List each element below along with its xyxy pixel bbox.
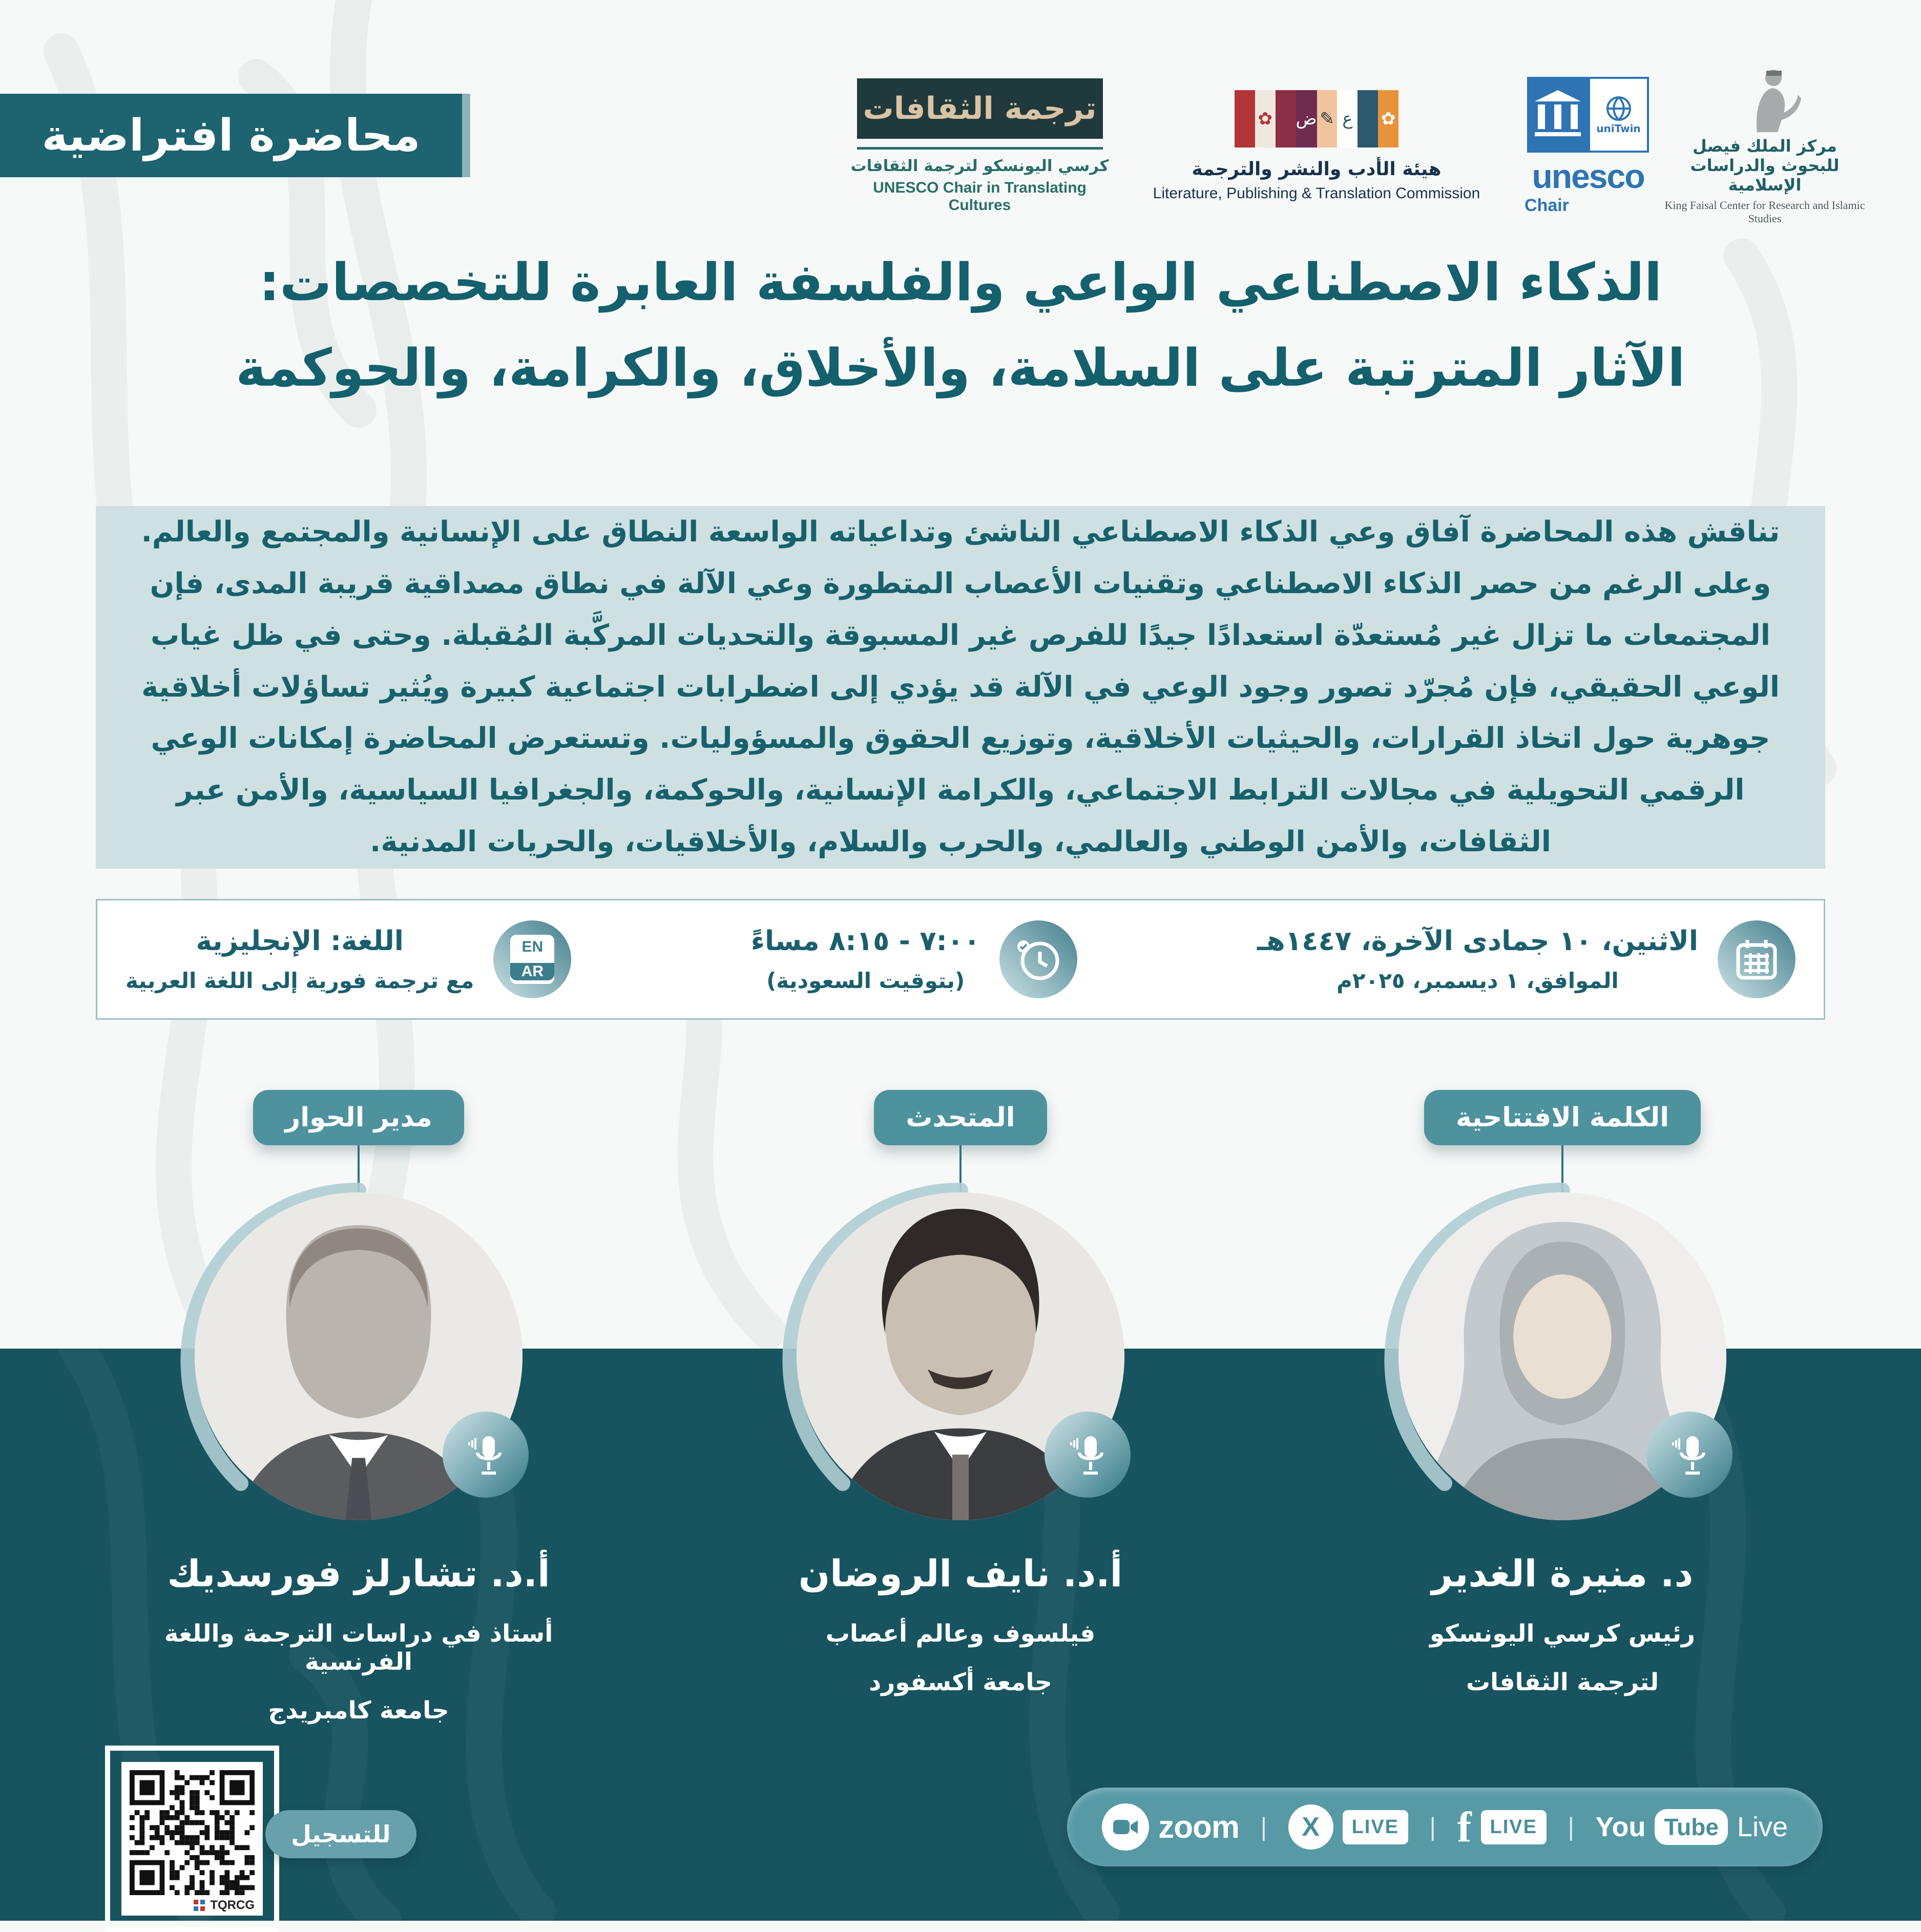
facebook-live-label: LIVE xyxy=(1481,1810,1547,1844)
youtube-live-platform[interactable] xyxy=(1595,1809,1788,1845)
title-line-1: الذكاء الاصطناعي الواعي والفلسفة العابرة للتخصصات: xyxy=(259,252,1662,312)
speaker-title: فيلسوف وعالم أعصاب xyxy=(825,1620,1096,1648)
icon-ar-label: AR xyxy=(510,963,554,980)
speaker-card-moderator xyxy=(113,1090,604,1725)
time-item xyxy=(751,920,1078,998)
language-label: اللغة: الإنجليزية xyxy=(196,926,404,957)
unesco-chair-logo xyxy=(1521,77,1655,216)
kfcris-arabic-label: مركز الملك فيصل للبحوث والدراسات الإسلامية xyxy=(1690,136,1840,195)
lpt-arabic-label: هيئة الأدب والنشر والترجمة xyxy=(1192,158,1442,180)
youtube-live-label: Live xyxy=(1737,1812,1788,1842)
time-range: ٧:٠٠ - ٨:١٥ مساءً xyxy=(750,926,980,957)
qr-caption: TQRCG xyxy=(210,1898,255,1912)
microphone-icon xyxy=(443,1412,529,1498)
lpt-english-label: Literature, Publishing & Translation Commission xyxy=(1153,184,1480,202)
x-live-platform[interactable] xyxy=(1288,1804,1408,1850)
register-button[interactable]: للتسجيل xyxy=(265,1810,416,1858)
chair-arabic-label: كرسي اليونسكو لترجمة الثقافات xyxy=(850,156,1109,175)
registration-qr-code[interactable] xyxy=(121,1762,263,1916)
speaker-card-main xyxy=(715,1090,1206,1725)
literature-publishing-translation-logo xyxy=(1119,90,1514,202)
king-faisal-center-logo xyxy=(1662,67,1867,225)
qr-frame xyxy=(105,1746,279,1932)
divider xyxy=(857,147,1103,150)
zoom-camera-icon xyxy=(1102,1803,1149,1851)
zoom-platform[interactable] xyxy=(1102,1803,1239,1851)
partner-logos xyxy=(848,72,1867,225)
separator: | xyxy=(1567,1813,1575,1841)
page-title xyxy=(92,240,1829,410)
speaker-title: أستاذ في دراسات الترجمة واللغة الفرنسية xyxy=(164,1620,553,1676)
virtual-lecture-badge xyxy=(0,94,470,177)
unesco-temple-icon xyxy=(1527,77,1588,153)
clock-icon xyxy=(999,920,1077,998)
unesco-wordmark: unesco xyxy=(1532,157,1644,195)
separator: | xyxy=(1429,1813,1437,1841)
speaker-organization: جامعة أكسفورد xyxy=(869,1668,1052,1696)
youtube-you-label: You xyxy=(1595,1812,1646,1842)
microphone-icon xyxy=(1045,1412,1131,1498)
badge-label: محاضرة افتراضية xyxy=(41,110,421,161)
role-pill-speaker: المتحدث xyxy=(874,1090,1047,1145)
calendar-icon xyxy=(1718,920,1795,998)
youtube-tube-icon: Tube xyxy=(1655,1809,1727,1845)
unitwin-label: uniTwin xyxy=(1596,122,1641,135)
language-item xyxy=(126,920,571,998)
date-item xyxy=(1257,920,1795,998)
streaming-platforms-bar xyxy=(1067,1788,1823,1866)
x-icon: X xyxy=(1288,1804,1333,1850)
unesco-chair-label: Chair xyxy=(1525,195,1569,215)
chair-english-label: UNESCO Chair in Translating Cultures xyxy=(873,179,1087,214)
speaker-name: د. منيرة الغدير xyxy=(1431,1552,1694,1595)
speakers-section xyxy=(0,1090,1921,1725)
timezone-note: (بتوقيت السعودية) xyxy=(766,968,965,993)
role-pill-moderator: مدير الحوار xyxy=(253,1090,464,1145)
icon-en-label: EN xyxy=(521,938,544,955)
speaker-title: رئيس كرسي اليونسكو xyxy=(1429,1620,1696,1648)
facebook-live-platform[interactable] xyxy=(1457,1802,1547,1852)
separator: | xyxy=(1260,1813,1268,1841)
unitwin-globe-icon xyxy=(1588,77,1649,153)
microphone-icon xyxy=(1646,1412,1732,1498)
unesco-chair-translating-cultures-logo xyxy=(848,78,1112,214)
qr-vendor-icon xyxy=(194,1900,205,1911)
lpt-stripes-icon: ✿ ض ✎ ع ✿ xyxy=(1235,90,1398,148)
speaker-organization: جامعة كامبريدج xyxy=(268,1696,449,1725)
gregorian-date: الموافق، ١ ديسمبر، ٢٠٢٥م xyxy=(1337,968,1619,993)
lecture-description: تناقش هذه المحاضرة آفاق وعي الذكاء الاصطناعي الناشئ وتداعياته الواسعة النطاق على الإنسانية والمجتمع والعالم. وعلى الرغم من حصر الذكاء الاصطناعي وتقنيات الأعصاب المتطورة وعي الآلة في نطاق مصداقية قريبة المدى، فإن المجتمعات ما تزال غير مُستعدّة استعدادًا جيدًا للفرص غير المسبوقة والتحديات المركَّبة المُقبلة. وحتى في ظل غياب الوعي الحقيقي، فإن مُجرّد تصور وجود الوعي في الآلة قد يؤدي إلى اضطرابات اجتماعية كبيرة ويُثير تساؤلات أخلاقية جوهرية حول اتخاذ القرارات، والحيثيات الأخلاقية، وتوزيع الحقوق والمسؤوليات. وتستعرض المحاضرة إمكانات الوعي الرقمي التحويلية في مجالات الترابط الاجتماعي، والكرامة الإنسانية، والحوكمة، والجغرافيا السياسية، والأمن عبر الثقافات، والأمن الوطني والعالمي، والحرب والسلام، والأخلاقيات، والحريات المدنية. xyxy=(141,515,1780,858)
interpretation-note: مع ترجمة فورية إلى اللغة العربية xyxy=(126,968,474,993)
x-live-label: LIVE xyxy=(1343,1810,1408,1844)
lecture-description-panel xyxy=(96,506,1825,869)
role-pill-opening: الكلمة الافتتاحية xyxy=(1424,1090,1701,1145)
zoom-label: zoom xyxy=(1158,1809,1240,1845)
facebook-icon: f xyxy=(1457,1803,1472,1851)
speaker-organization: لترجمة الثقافات xyxy=(1466,1668,1659,1696)
hijri-date: الاثنين، ١٠ جمادى الآخرة، ١٤٤٧هـ xyxy=(1257,926,1698,957)
speaker-card-opening xyxy=(1317,1090,1808,1725)
kfcris-english-label: King Faisal Center for Research and Islamic Studies xyxy=(1664,199,1865,225)
speaker-name: أ.د. نايف الروضان xyxy=(798,1552,1123,1595)
translating-cultures-wordmark: ترجمة الثقافات xyxy=(857,78,1103,139)
praying-figure-icon xyxy=(1726,67,1803,133)
speaker-name: أ.د. تشارلز فورسديك xyxy=(167,1552,550,1595)
translation-en-ar-icon xyxy=(493,920,571,998)
title-line-2: الآثار المترتبة على السلامة، والأخلاق، والكرامة، والحوكمة xyxy=(236,337,1685,398)
event-info-bar xyxy=(96,899,1825,1020)
